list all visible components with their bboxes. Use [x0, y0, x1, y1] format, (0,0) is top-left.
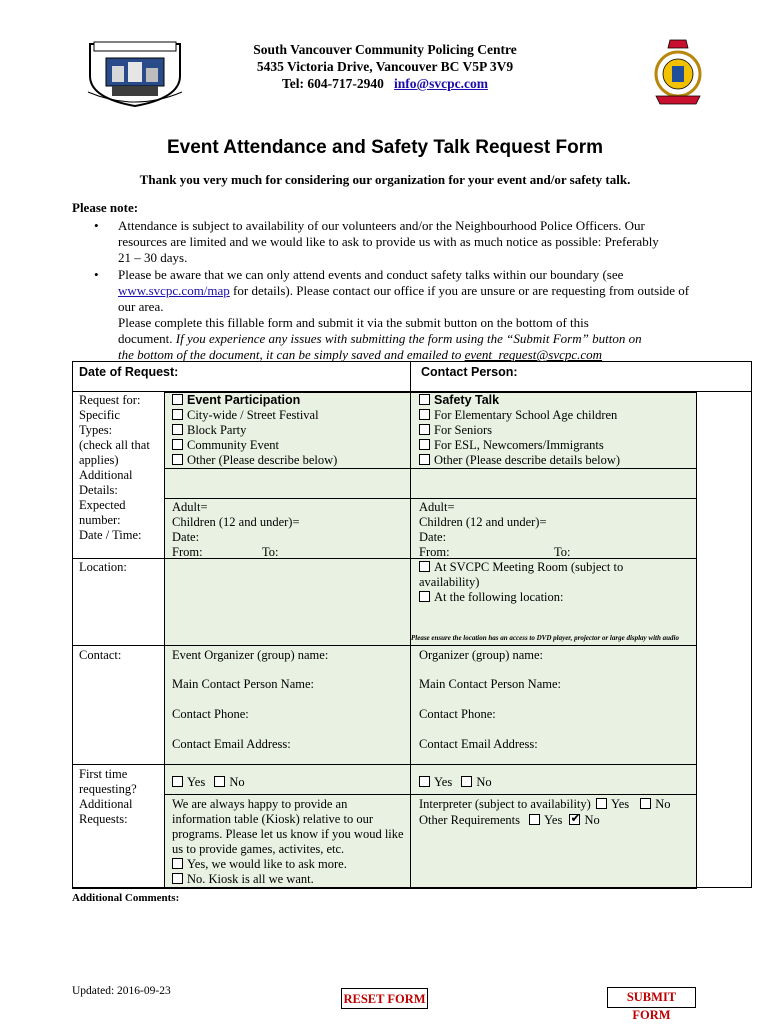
- checkbox[interactable]: [172, 409, 183, 420]
- label-line: applies): [79, 453, 119, 467]
- event-type-option[interactable]: [172, 453, 337, 468]
- no-label: No: [655, 797, 671, 811]
- kiosk-yes-label: Yes, we would like to ask more.: [187, 857, 347, 871]
- event-type-option[interactable]: [172, 408, 319, 423]
- additional-comments-label: Additional Comments:: [72, 892, 180, 904]
- kiosk-line: programs. Please let us know if you woud like: [172, 827, 404, 841]
- checkbox[interactable]: [172, 454, 183, 465]
- note-line: our area.: [118, 299, 164, 314]
- safety-children-field[interactable]: Children (12 and under)=: [419, 515, 547, 529]
- kiosk-line: information table (Kiosk) relative to our: [172, 812, 373, 826]
- label-line: Expected: [79, 498, 126, 512]
- org-email-link[interactable]: info@svcpc.com: [394, 76, 488, 91]
- boundary-map-link[interactable]: www.svcpc.com/map: [118, 283, 230, 298]
- safety-main-contact-field[interactable]: Main Contact Person Name:: [419, 677, 561, 691]
- event-organizer-field[interactable]: Event Organizer (group) name:: [172, 648, 329, 662]
- event-type-label: Community Event: [187, 438, 280, 452]
- location-svcpc-label-cont: availability): [419, 575, 480, 589]
- label-line: Types:: [79, 423, 113, 437]
- location-svcpc-option[interactable]: [419, 560, 623, 575]
- location-svcpc-checkbox[interactable]: [419, 561, 430, 572]
- label-line: Details:: [79, 483, 118, 497]
- event-from-field[interactable]: From:: [172, 545, 203, 559]
- kiosk-yes-checkbox[interactable]: [172, 858, 183, 869]
- note-bullet-1: [118, 218, 738, 266]
- safety-date-field[interactable]: Date:: [419, 530, 447, 544]
- label-line: requesting?: [79, 782, 137, 796]
- form-title: Event Attendance and Safety Talk Request Form: [166, 137, 604, 158]
- event-participation-checkbox[interactable]: [172, 394, 183, 405]
- contact-person-cell[interactable]: [410, 361, 752, 392]
- kiosk-yes-option[interactable]: [172, 857, 347, 872]
- safety-type-label: For Seniors: [434, 423, 492, 437]
- updated-date: Updated: 2016-09-23: [72, 985, 171, 997]
- event-first-time-no-checkbox[interactable]: [214, 776, 225, 787]
- note-heading: Please note:: [72, 200, 139, 215]
- note-line: Please complete this fillable form and submit it via the submit button on the bottom of this: [118, 315, 589, 330]
- safety-email-field[interactable]: Contact Email Address:: [419, 737, 538, 751]
- safety-type-label: For Elementary School Age children: [434, 408, 618, 422]
- note-bullet-2: [118, 267, 738, 363]
- bullet-icon: •: [94, 267, 99, 282]
- event-type-label: Block Party: [187, 423, 247, 437]
- event-date-field[interactable]: Date:: [172, 530, 200, 544]
- safety-from-field[interactable]: From:: [419, 545, 450, 559]
- date-of-request-cell[interactable]: [72, 361, 411, 392]
- note-text: document.: [118, 331, 176, 346]
- other-req-no-checkbox[interactable]: [569, 814, 580, 825]
- yes-label: Yes: [544, 813, 563, 827]
- interpreter-row: [419, 797, 671, 812]
- other-requirements-row: [419, 813, 600, 828]
- org-name: South Vancouver Community Policing Centre: [253, 42, 517, 57]
- org-phone: Tel: 604-717-2940: [282, 76, 384, 91]
- event-to-field[interactable]: To:: [262, 545, 279, 559]
- label-line: number:: [79, 513, 121, 527]
- first-time-label: [79, 767, 137, 827]
- location-label: Location:: [79, 560, 127, 574]
- label-line: Date / Time:: [79, 528, 142, 542]
- label-line: Additional: [79, 797, 133, 811]
- safety-to-field[interactable]: To:: [554, 545, 571, 559]
- safety-first-time-no-checkbox[interactable]: [461, 776, 472, 787]
- interpreter-no-checkbox[interactable]: [640, 798, 651, 809]
- event-type-label: City-wide / Street Festival: [187, 408, 319, 422]
- checkbox[interactable]: [419, 439, 430, 450]
- event-phone-field[interactable]: Contact Phone:: [172, 707, 249, 721]
- kiosk-line: us to provide games, activites, etc.: [172, 842, 345, 856]
- location-other-option[interactable]: [419, 590, 564, 605]
- checkbox[interactable]: [172, 439, 183, 450]
- org-contact: [0, 75, 770, 92]
- note-line: [118, 283, 738, 299]
- event-participation-heading: Event Participation: [187, 393, 301, 407]
- additional-comments-field[interactable]: [72, 906, 697, 976]
- no-label: No: [476, 775, 492, 789]
- location-other-checkbox[interactable]: [419, 591, 430, 602]
- interpreter-label: Interpreter (subject to availability): [419, 797, 591, 811]
- note-text: If you experience any issues with submitting the form using the “Submit Form” button on: [175, 331, 642, 346]
- event-request-email-link[interactable]: event_request@svcpc.com: [464, 347, 603, 362]
- note-text: for details). Please contact our office if you are unsure or are requesting from outside of: [229, 283, 690, 298]
- other-req-yes-checkbox[interactable]: [529, 814, 540, 825]
- kiosk-line: We are always happy to provide an: [172, 797, 348, 811]
- note-line: resources are limited and we would like to ask to provide us with as much notice as possible: Preferably: [118, 234, 659, 249]
- kiosk-no-option[interactable]: [172, 872, 314, 887]
- date-of-request-label: Date of Request:: [79, 365, 179, 379]
- row-divider: [72, 645, 697, 646]
- event-email-field[interactable]: Contact Email Address:: [172, 737, 291, 751]
- yes-label: Yes: [434, 775, 453, 789]
- event-main-contact-field[interactable]: Main Contact Person Name:: [172, 677, 314, 691]
- note-line: Attendance is subject to availability of our volunteers and/or the Neighbourhood Police Officers. Our: [118, 218, 645, 233]
- no-label: No: [229, 775, 245, 789]
- label-line: (check all that: [79, 438, 150, 452]
- row-divider: [72, 888, 697, 889]
- checkbox[interactable]: [419, 454, 430, 465]
- kiosk-no-label: No. Kiosk is all we want.: [187, 872, 314, 886]
- row-divider: [164, 794, 697, 795]
- safety-type-label: Other (Please describe details below): [434, 453, 621, 467]
- row-divider: [72, 764, 697, 765]
- safety-type-option[interactable]: [419, 423, 492, 438]
- yes-label: Yes: [187, 775, 206, 789]
- event-type-label: Other (Please describe below): [187, 453, 338, 467]
- no-label: No: [584, 813, 600, 827]
- safety-first-time-options: [419, 775, 492, 790]
- row-divider: [164, 498, 697, 499]
- safety-type-label: For ESL, Newcomers/Immigrants: [434, 438, 604, 452]
- kiosk-text: [172, 797, 404, 857]
- safety-first-time-yes-checkbox[interactable]: [419, 776, 430, 787]
- safety-additional-details-field[interactable]: [411, 469, 696, 498]
- contact-label: Contact:: [79, 648, 122, 662]
- safety-type-option[interactable]: [419, 438, 604, 453]
- safety-adult-field[interactable]: Adult=: [419, 500, 455, 514]
- safety-talk-option[interactable]: [419, 393, 499, 408]
- event-additional-details-field[interactable]: [165, 469, 410, 498]
- event-participation-option[interactable]: [172, 393, 300, 408]
- event-type-option[interactable]: [172, 423, 246, 438]
- event-location-field[interactable]: [165, 559, 410, 644]
- checkbox[interactable]: [419, 424, 430, 435]
- bullet-icon: •: [94, 218, 99, 233]
- note-line: [118, 331, 738, 347]
- label-line: Request for:: [79, 393, 141, 407]
- interpreter-yes-checkbox[interactable]: [596, 798, 607, 809]
- checkbox[interactable]: [172, 424, 183, 435]
- label-line: Additional: [79, 468, 133, 482]
- event-first-time-options: [172, 775, 245, 790]
- note-text: the bottom of the document, it can be simply saved and emailed to: [118, 347, 465, 362]
- contact-person-label: Contact Person:: [421, 365, 518, 379]
- request-for-label: [79, 393, 150, 543]
- kiosk-no-checkbox[interactable]: [172, 873, 183, 884]
- label-line: Specific: [79, 408, 120, 422]
- label-line: First time: [79, 767, 128, 781]
- safety-type-option[interactable]: [419, 408, 617, 423]
- location-svcpc-label: At SVCPC Meeting Room (subject to: [434, 560, 624, 574]
- other-requirements-label: Other Requirements: [419, 813, 521, 827]
- event-adult-field[interactable]: Adult=: [172, 500, 208, 514]
- safety-organizer-field[interactable]: Organizer (group) name:: [419, 648, 544, 662]
- org-address: 5435 Victoria Drive, Vancouver BC V5P 3V9: [256, 59, 514, 74]
- submit-form-button[interactable]: SUBMIT FORM: [607, 987, 696, 1008]
- event-children-field[interactable]: Children (12 and under)=: [172, 515, 300, 529]
- note-line: 21 – 30 days.: [118, 250, 188, 265]
- yes-label: Yes: [610, 797, 630, 811]
- reset-form-button[interactable]: RESET FORM: [341, 988, 428, 1009]
- checkbox[interactable]: [419, 409, 430, 420]
- event-type-option[interactable]: [172, 438, 279, 453]
- safety-talk-heading: Safety Talk: [434, 393, 500, 407]
- safety-phone-field[interactable]: Contact Phone:: [419, 707, 496, 721]
- location-other-label: At the following location:: [434, 590, 564, 604]
- safety-type-option[interactable]: [419, 453, 620, 468]
- thanks-text: Thank you very much for considering our organization for your event and/or safety talk.: [139, 172, 631, 187]
- note-line: Please be aware that we can only attend events and conduct safety talks within our boundary (see: [118, 267, 624, 282]
- location-note: Please ensure the location has an access to DVD player, projector or large display with audio: [411, 634, 679, 642]
- label-line: Requests:: [79, 812, 128, 826]
- safety-talk-checkbox[interactable]: [419, 394, 430, 405]
- event-first-time-yes-checkbox[interactable]: [172, 776, 183, 787]
